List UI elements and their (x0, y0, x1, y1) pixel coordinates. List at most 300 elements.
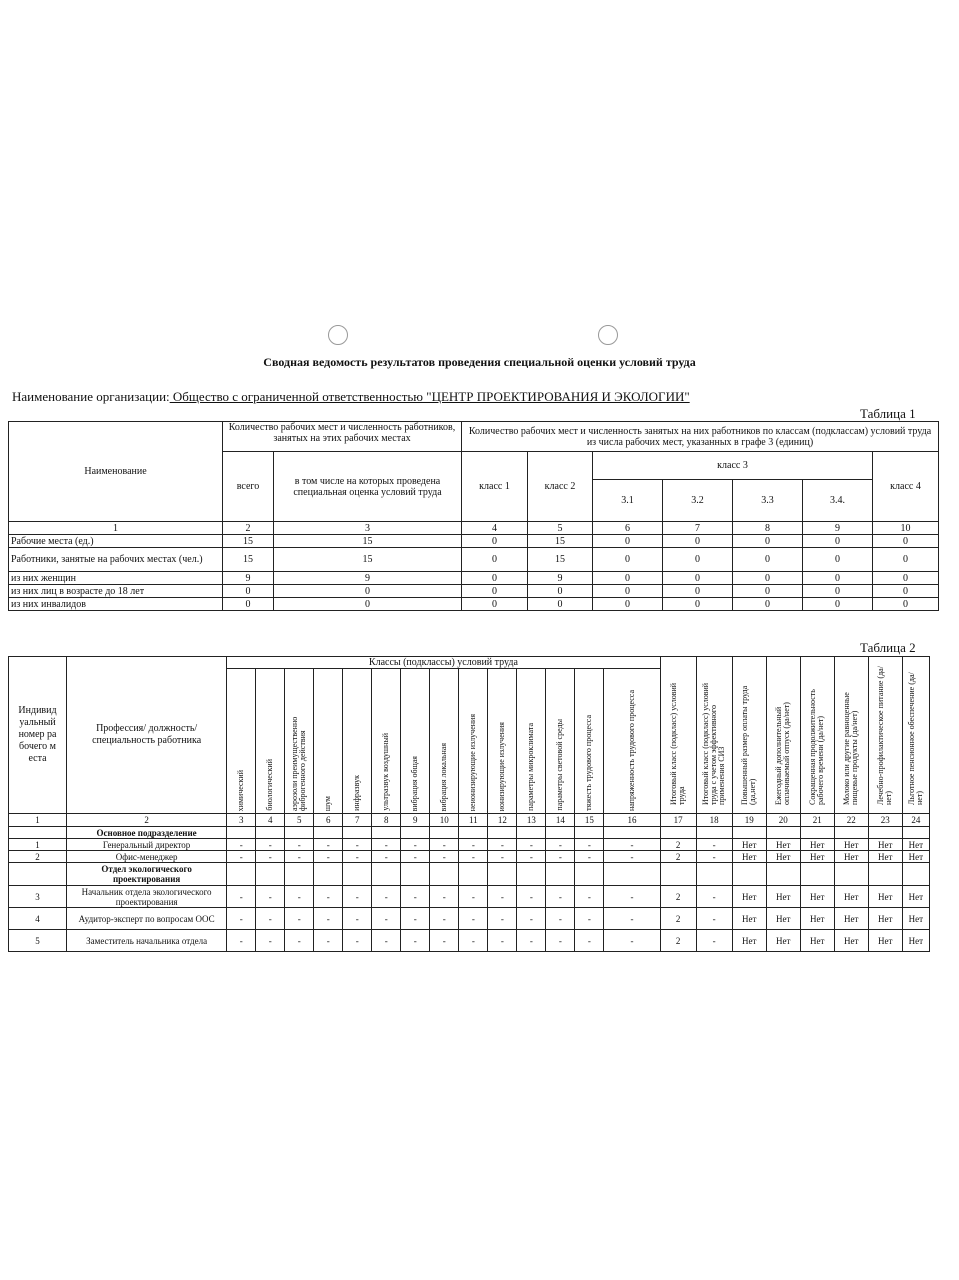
cell-value: 0 (733, 548, 803, 572)
row-label: Работники, занятые на рабочих местах (чел.) (9, 548, 223, 572)
cell-value: 0 (663, 585, 733, 598)
t2-colnum: 9 (401, 814, 430, 827)
table-row (9, 886, 930, 908)
extra-cell: Нет (834, 851, 868, 863)
extra-cell: - (696, 839, 732, 851)
cell-value: 0 (873, 598, 939, 611)
empty-cell (9, 863, 67, 886)
t2-colnum: 18 (696, 814, 732, 827)
factor-class-cell: - (604, 886, 660, 908)
extra-cell: Нет (902, 886, 929, 908)
t2-extra-header (800, 657, 834, 814)
t2-header-profession: Профессия/ должность/ специальность работника (67, 657, 227, 814)
t2-extra-header (834, 657, 868, 814)
factor-class-cell: - (256, 886, 285, 908)
factor-class-cell: - (227, 930, 256, 952)
t1-header-name: Наименование (9, 422, 223, 522)
punch-hole-right (598, 325, 618, 345)
cell-value: 0 (462, 535, 528, 548)
cell-value: 0 (528, 598, 593, 611)
empty-cell (401, 827, 430, 839)
factor-class-cell: - (285, 930, 314, 952)
t2-colnum: 14 (546, 814, 575, 827)
extra-cell: Нет (834, 908, 868, 930)
workplace-id: 1 (9, 839, 67, 851)
t2-colnum: 12 (488, 814, 517, 827)
factor-class-cell: - (430, 886, 459, 908)
t1-header-class4: класс 4 (873, 452, 939, 522)
table-row (9, 908, 930, 930)
t2-colnum: 20 (766, 814, 800, 827)
t2-factor-header (372, 669, 401, 814)
factor-class-cell: - (285, 886, 314, 908)
workplace-id: 4 (9, 908, 67, 930)
empty-cell (314, 827, 343, 839)
t2-extra-header-text: Сокращенная продолжительность рабочего времени (да/нет) (808, 689, 826, 805)
t2-factor-header (256, 669, 285, 814)
extra-cell: Нет (902, 851, 929, 863)
t2-extra-header-text: Итоговый класс (подкласс) условий труда (669, 682, 687, 805)
t1-colnum: 7 (663, 522, 733, 535)
extra-cell: Нет (800, 839, 834, 851)
table-row (9, 863, 930, 886)
t1-header-3-2: 3.2 (663, 480, 733, 522)
cell-value: 0 (462, 572, 528, 585)
empty-cell (696, 863, 732, 886)
empty-cell (285, 863, 314, 886)
t1-colnum: 6 (593, 522, 663, 535)
t2-extra-header-text: Итоговый класс (подкласс) условий труда с учетом эффективного применения СИЗ (701, 682, 727, 805)
factor-class-cell: - (401, 886, 430, 908)
t1-header-group2: Количество рабочих мест и численность занятых на них работников по классам (подклассам) условий труда из числа рабочих мест, указанных в графе 3 (единиц) (462, 422, 939, 452)
empty-cell (902, 827, 929, 839)
organization-line (12, 389, 690, 405)
workplace-id: 3 (9, 886, 67, 908)
t2-colnum: 6 (314, 814, 343, 827)
cell-value: 0 (733, 572, 803, 585)
cell-value: 0 (593, 598, 663, 611)
t1-header-class1: класс 1 (462, 452, 528, 522)
empty-cell (256, 827, 285, 839)
factor-class-cell: - (575, 908, 604, 930)
empty-cell (902, 863, 929, 886)
t2-extra-header-text: Льготное пенсионное обеспечение (да/нет) (906, 672, 924, 805)
t2-factor-header (285, 669, 314, 814)
cell-value: 0 (593, 572, 663, 585)
factor-class-cell: - (604, 908, 660, 930)
extra-cell: Нет (766, 930, 800, 952)
t1-header-class3: класс 3 (593, 452, 873, 480)
factor-class-cell: - (343, 851, 372, 863)
cell-value: 0 (223, 585, 274, 598)
cell-value: 9 (274, 572, 462, 585)
workplace-name: Аудитор-эксперт по вопросам ООС (67, 908, 227, 930)
extra-cell: Нет (766, 908, 800, 930)
extra-cell: Нет (902, 908, 929, 930)
extra-cell: - (696, 930, 732, 952)
cell-value: 15 (223, 535, 274, 548)
empty-cell (732, 863, 766, 886)
empty-cell (604, 863, 660, 886)
t1-colnum: 9 (803, 522, 873, 535)
table-row (9, 851, 930, 863)
t1-header-3-3: 3.3 (733, 480, 803, 522)
section-label: Основное подразделение (67, 827, 227, 839)
t2-factor-header-text: параметры микроклимата (526, 723, 536, 811)
t2-colnum: 10 (430, 814, 459, 827)
cell-value: 0 (803, 598, 873, 611)
factor-class-cell: - (285, 839, 314, 851)
t2-factor-header-text: инфразвук (352, 775, 362, 811)
cell-value: 0 (462, 548, 528, 572)
factor-class-cell: - (314, 886, 343, 908)
factor-class-cell: - (285, 908, 314, 930)
cell-value: 0 (274, 598, 462, 611)
factor-class-cell: - (546, 930, 575, 952)
cell-value: 0 (663, 572, 733, 585)
table1-caption: Таблица 1 (860, 406, 916, 421)
factor-class-cell: - (430, 851, 459, 863)
extra-cell: Нет (766, 851, 800, 863)
empty-cell (459, 827, 488, 839)
t2-colnum: 13 (517, 814, 546, 827)
extra-cell: - (696, 851, 732, 863)
table-row (9, 827, 930, 839)
table-row (9, 598, 939, 611)
cell-value: 0 (803, 548, 873, 572)
t2-colnum: 4 (256, 814, 285, 827)
empty-cell (800, 827, 834, 839)
cell-value: 0 (803, 585, 873, 598)
t1-header-assessed: в том числе на которых проведена специальная оценка условий труда (274, 452, 462, 522)
t1-header-total: всего (223, 452, 274, 522)
factor-class-cell: - (459, 851, 488, 863)
factor-class-cell: - (546, 886, 575, 908)
factor-class-cell: - (604, 930, 660, 952)
factor-class-cell: - (546, 908, 575, 930)
t2-extra-header-text: Ежегодный дополнительный оплачиваемый отпуск (да/нет) (774, 702, 792, 805)
extra-cell: Нет (800, 908, 834, 930)
empty-cell (256, 863, 285, 886)
workplace-name: Генеральный директор (67, 839, 227, 851)
empty-cell (696, 827, 732, 839)
cell-value: 0 (803, 572, 873, 585)
cell-value: 0 (733, 598, 803, 611)
factor-class-cell: - (314, 908, 343, 930)
t1-header-3-1: 3.1 (593, 480, 663, 522)
factor-class-cell: - (256, 851, 285, 863)
t2-factor-header (488, 669, 517, 814)
t2-factor-header-text: биологический (265, 759, 275, 811)
cell-value: 0 (462, 598, 528, 611)
extra-cell: Нет (766, 839, 800, 851)
cell-value: 0 (873, 572, 939, 585)
extra-cell: Нет (868, 908, 902, 930)
t2-factor-header-text: вибрация локальная (439, 742, 449, 811)
t2-factor-header (604, 669, 660, 814)
t2-colnum: 16 (604, 814, 660, 827)
factor-class-cell: - (459, 886, 488, 908)
empty-cell (575, 827, 604, 839)
cell-value: 0 (733, 585, 803, 598)
table2-caption: Таблица 2 (860, 640, 916, 655)
factor-class-cell: - (256, 839, 285, 851)
t2-factor-header (430, 669, 459, 814)
t1-header-class2: класс 2 (528, 452, 593, 522)
factor-class-cell: - (401, 839, 430, 851)
workplace-name: Офис-менеджер (67, 851, 227, 863)
factor-class-cell: - (517, 839, 546, 851)
empty-cell (372, 827, 401, 839)
cell-value: 0 (528, 585, 593, 598)
t2-factor-header (575, 669, 604, 814)
t2-header-id: Индивидуальный номер рабочего места (9, 657, 67, 814)
factor-class-cell: - (227, 839, 256, 851)
empty-cell (430, 827, 459, 839)
cell-value: 15 (274, 535, 462, 548)
empty-cell (314, 863, 343, 886)
extra-cell: Нет (868, 851, 902, 863)
empty-cell (868, 863, 902, 886)
extra-cell: 2 (660, 851, 696, 863)
factor-class-cell: - (372, 851, 401, 863)
empty-cell (488, 863, 517, 886)
extra-cell: Нет (732, 851, 766, 863)
factor-class-cell: - (401, 908, 430, 930)
factor-class-cell: - (546, 839, 575, 851)
empty-cell (660, 863, 696, 886)
factor-class-cell: - (372, 908, 401, 930)
factor-class-cell: - (372, 839, 401, 851)
extra-cell: Нет (834, 930, 868, 952)
empty-cell (546, 827, 575, 839)
cell-value: 0 (223, 598, 274, 611)
t2-colnum: 23 (868, 814, 902, 827)
empty-cell (834, 863, 868, 886)
factor-class-cell: - (227, 886, 256, 908)
extra-cell: Нет (902, 839, 929, 851)
empty-cell (868, 827, 902, 839)
factor-class-cell: - (488, 839, 517, 851)
factor-class-cell: - (227, 851, 256, 863)
empty-cell (546, 863, 575, 886)
t2-colnum: 7 (343, 814, 372, 827)
cell-value: 0 (593, 548, 663, 572)
empty-cell (372, 863, 401, 886)
table-row (9, 535, 939, 548)
t2-extra-header (766, 657, 800, 814)
empty-cell (343, 827, 372, 839)
empty-cell (227, 827, 256, 839)
workplace-id: 2 (9, 851, 67, 863)
t2-colnum: 17 (660, 814, 696, 827)
workplace-name: Заместитель начальника отдела (67, 930, 227, 952)
cell-value: 0 (593, 585, 663, 598)
extra-cell: 2 (660, 839, 696, 851)
extra-cell: 2 (660, 930, 696, 952)
summary-table (8, 421, 939, 611)
document-title: Сводная ведомость результатов проведения специальной оценки условий труда (263, 355, 696, 369)
empty-cell (604, 827, 660, 839)
factor-class-cell: - (430, 908, 459, 930)
t2-extra-header-text: Повышенный размер оплаты труда (да,нет) (740, 685, 758, 805)
t2-factor-header-text: химический (236, 769, 246, 811)
empty-cell (517, 863, 546, 886)
t2-factor-header (546, 669, 575, 814)
t2-header-classes: Классы (подклассы) условий труда (227, 657, 660, 669)
row-label: из них инвалидов (9, 598, 223, 611)
t2-colnum: 19 (732, 814, 766, 827)
cell-value: 9 (223, 572, 274, 585)
cell-value: 0 (663, 548, 733, 572)
t2-factor-header-text: шум (323, 795, 333, 811)
extra-cell: Нет (732, 886, 766, 908)
t2-factor-header-text: тяжесть трудового процесса (584, 715, 594, 811)
empty-cell (285, 827, 314, 839)
punch-hole-left (328, 325, 348, 345)
empty-cell (766, 863, 800, 886)
extra-cell: 2 (660, 908, 696, 930)
cell-value: 0 (274, 585, 462, 598)
extra-cell: Нет (732, 930, 766, 952)
t2-extra-header (732, 657, 766, 814)
factor-class-cell: - (459, 839, 488, 851)
cell-value: 0 (663, 598, 733, 611)
t2-extra-header (902, 657, 929, 814)
workplace-id: 5 (9, 930, 67, 952)
factor-class-cell: - (517, 930, 546, 952)
factor-class-cell: - (256, 908, 285, 930)
factor-class-cell: - (517, 886, 546, 908)
factor-class-cell: - (459, 930, 488, 952)
table-row (9, 930, 930, 952)
factor-class-cell: - (343, 886, 372, 908)
extra-cell: Нет (868, 839, 902, 851)
factor-class-cell: - (314, 930, 343, 952)
extra-cell: Нет (834, 886, 868, 908)
factor-class-cell: - (314, 851, 343, 863)
t2-colnum: 22 (834, 814, 868, 827)
factor-class-cell: - (604, 839, 660, 851)
extra-cell: Нет (834, 839, 868, 851)
cell-value: 0 (663, 535, 733, 548)
t2-colnum: 21 (800, 814, 834, 827)
t1-colnum: 1 (9, 522, 223, 535)
cell-value: 0 (462, 585, 528, 598)
t2-extra-header-text: Лечебно-профилактическое питание (да/нет) (876, 666, 894, 805)
t2-colnum: 11 (459, 814, 488, 827)
factor-class-cell: - (314, 839, 343, 851)
t2-factor-header (314, 669, 343, 814)
factor-class-cell: - (575, 851, 604, 863)
t2-colnum: 15 (575, 814, 604, 827)
factor-class-cell: - (401, 930, 430, 952)
t2-factor-header-text: ионизирующие излучения (497, 721, 507, 811)
table-row (9, 585, 939, 598)
factor-class-cell: - (372, 930, 401, 952)
t2-factor-header-text: аэрозоли преимущественно фиброгенного действия (290, 716, 308, 811)
factor-class-cell: - (401, 851, 430, 863)
empty-cell (800, 863, 834, 886)
factor-class-cell: - (546, 851, 575, 863)
empty-cell (459, 863, 488, 886)
empty-cell (834, 827, 868, 839)
t1-colnum: 8 (733, 522, 803, 535)
t1-header-3-4: 3.4. (803, 480, 873, 522)
extra-cell: Нет (868, 930, 902, 952)
t2-colnum: 24 (902, 814, 929, 827)
extra-cell: - (696, 886, 732, 908)
empty-cell (517, 827, 546, 839)
cell-value: 0 (873, 548, 939, 572)
factor-class-cell: - (575, 839, 604, 851)
row-label: из них женщин (9, 572, 223, 585)
t2-colnum: 8 (372, 814, 401, 827)
factor-class-cell: - (227, 908, 256, 930)
extra-cell: - (696, 908, 732, 930)
cell-value: 15 (528, 535, 593, 548)
t2-factor-header (227, 669, 256, 814)
extra-cell: Нет (732, 908, 766, 930)
factor-class-cell: - (372, 886, 401, 908)
extra-cell: Нет (902, 930, 929, 952)
factor-class-cell: - (575, 930, 604, 952)
table-row (9, 548, 939, 572)
t1-colnum: 2 (223, 522, 274, 535)
table-row (9, 839, 930, 851)
t2-factor-header (459, 669, 488, 814)
t1-column-numbers (9, 522, 939, 535)
workplace-table (8, 656, 930, 952)
factor-class-cell: - (575, 886, 604, 908)
extra-cell: Нет (800, 930, 834, 952)
cell-value: 0 (733, 535, 803, 548)
cell-value: 0 (593, 535, 663, 548)
factor-class-cell: - (517, 851, 546, 863)
extra-cell: Нет (868, 886, 902, 908)
factor-class-cell: - (604, 851, 660, 863)
t2-extra-header (868, 657, 902, 814)
factor-class-cell: - (256, 930, 285, 952)
org-name: Общество с ограниченной ответственностью "ЦЕНТР ПРОЕКТИРОВАНИЯ И ЭКОЛОГИИ" (169, 389, 690, 404)
extra-cell: Нет (800, 886, 834, 908)
t1-header-group1: Количество рабочих мест и численность работников, занятых на этих рабочих местах (223, 422, 462, 452)
t2-extra-header-text: Молоко или другие равноценные пищевые продукты (да/нет) (842, 692, 860, 805)
factor-class-cell: - (343, 908, 372, 930)
extra-cell: 2 (660, 886, 696, 908)
org-label: Наименование организации: (12, 389, 170, 404)
factor-class-cell: - (430, 930, 459, 952)
cell-value: 15 (223, 548, 274, 572)
cell-value: 9 (528, 572, 593, 585)
row-label: Рабочие места (ед.) (9, 535, 223, 548)
factor-class-cell: - (488, 886, 517, 908)
cell-value: 15 (528, 548, 593, 572)
factor-class-cell: - (430, 839, 459, 851)
row-label: из них лиц в возрасте до 18 лет (9, 585, 223, 598)
t2-factor-header-text: вибрация общая (410, 755, 420, 811)
empty-cell (401, 863, 430, 886)
cell-value: 0 (803, 535, 873, 548)
workplace-name: Начальник отдела экологического проектирования (67, 886, 227, 908)
t2-colnum: 1 (9, 814, 67, 827)
empty-cell (575, 863, 604, 886)
t2-column-numbers (9, 814, 930, 827)
factor-class-cell: - (488, 908, 517, 930)
cell-value: 0 (873, 585, 939, 598)
empty-cell (9, 827, 67, 839)
t2-extra-header (696, 657, 732, 814)
